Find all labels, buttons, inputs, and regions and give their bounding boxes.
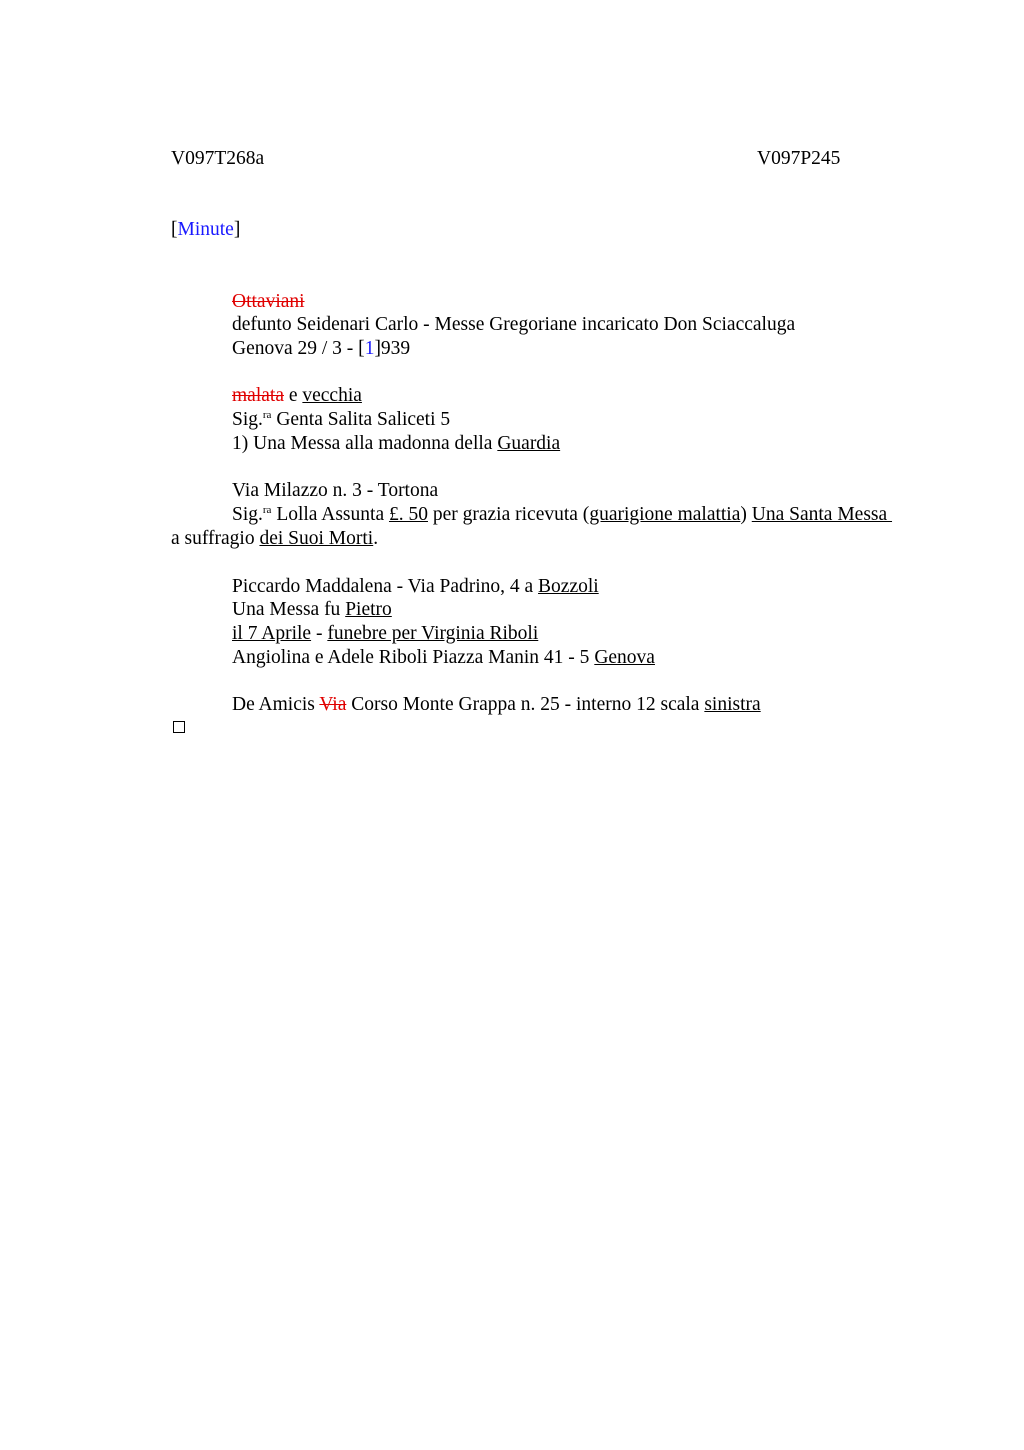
- entry4-line3: [232, 622, 538, 646]
- title-abbrev: Sig.: [232, 504, 263, 525]
- underlined-text: sinistra: [704, 694, 761, 715]
- text-segment: Piccardo Maddalena - Via Padrino, 4 a: [232, 576, 539, 597]
- text-segment: De Amicis: [232, 694, 320, 715]
- name-address: Genta Salita Saliceti 5: [271, 409, 451, 430]
- document-code-right: V097P245: [757, 148, 841, 169]
- underlined-text: Pietro: [345, 599, 392, 620]
- title-sup: ra: [262, 409, 272, 421]
- mass: Una Santa Messa: [751, 504, 893, 525]
- underlined-text: il 7 Aprile: [232, 623, 312, 644]
- text-segment: Una Messa fu: [232, 599, 346, 620]
- deleted-text: malata: [232, 385, 284, 406]
- text-segment: per grazia ricevuta (: [427, 504, 590, 525]
- entry4-line1: [232, 575, 599, 599]
- entry3-address: Via Milazzo n. 3 - Tortona: [232, 480, 439, 501]
- underlined-text: Guardia: [497, 433, 561, 454]
- entry2-line2: [232, 408, 450, 432]
- date-insert: 1: [364, 338, 375, 359]
- underlined-text: dei Suoi Morti: [259, 528, 374, 549]
- item-prefix: 1) Una Messa alla madonna della: [232, 433, 498, 454]
- entry4-line4: [232, 646, 655, 670]
- entry2-line1: [232, 384, 362, 408]
- entry3-line3: [171, 527, 378, 551]
- entry1-line2: defunto Seidenari Carlo - Messe Gregoriane incaricato Don Sciaccaluga: [232, 314, 796, 335]
- entry3-line2: [232, 503, 892, 527]
- date-prefix: Genova 29 / 3 - [: [232, 338, 365, 359]
- bracket-close: ]: [233, 219, 241, 240]
- underlined-text: Bozzoli: [538, 576, 599, 597]
- conjunction: e: [283, 385, 303, 406]
- empty-box-icon: [173, 721, 185, 733]
- bracket-open: [: [171, 219, 178, 240]
- person-name: Lolla Assunta: [271, 504, 389, 525]
- underlined-text: Genova: [594, 647, 655, 668]
- entry1-date-line: [232, 337, 410, 361]
- section-label: [171, 218, 240, 242]
- document-code-left: V097T268a: [171, 148, 265, 169]
- text-segment: -: [311, 623, 328, 644]
- amount: £. 50: [388, 504, 428, 525]
- text-segment: Corso Monte Grappa n. 25 - interno 12 scala: [346, 694, 705, 715]
- entry5-line1: [232, 693, 761, 717]
- title-abbrev: Sig.: [232, 409, 263, 430]
- text-segment: ): [740, 504, 752, 525]
- reason: guarigione malattia: [589, 504, 741, 525]
- underlined-text: vecchia: [302, 385, 362, 406]
- entry1-deleted-line: [232, 290, 305, 314]
- date-suffix: ]939: [374, 338, 411, 359]
- section-label-text: Minute: [177, 219, 234, 240]
- deleted-text: Via: [319, 694, 347, 715]
- text-segment: .: [373, 528, 379, 549]
- title-sup: ra: [262, 504, 272, 516]
- entry4-line2: [232, 598, 392, 622]
- text-segment: Angiolina e Adele Riboli Piazza Manin 41 - 5: [232, 647, 595, 668]
- entry2-line3: [232, 432, 560, 456]
- text-segment: a suffragio: [171, 528, 260, 549]
- underlined-text: funebre per Virginia Riboli: [327, 623, 539, 644]
- deleted-text: Ottaviani: [232, 291, 305, 312]
